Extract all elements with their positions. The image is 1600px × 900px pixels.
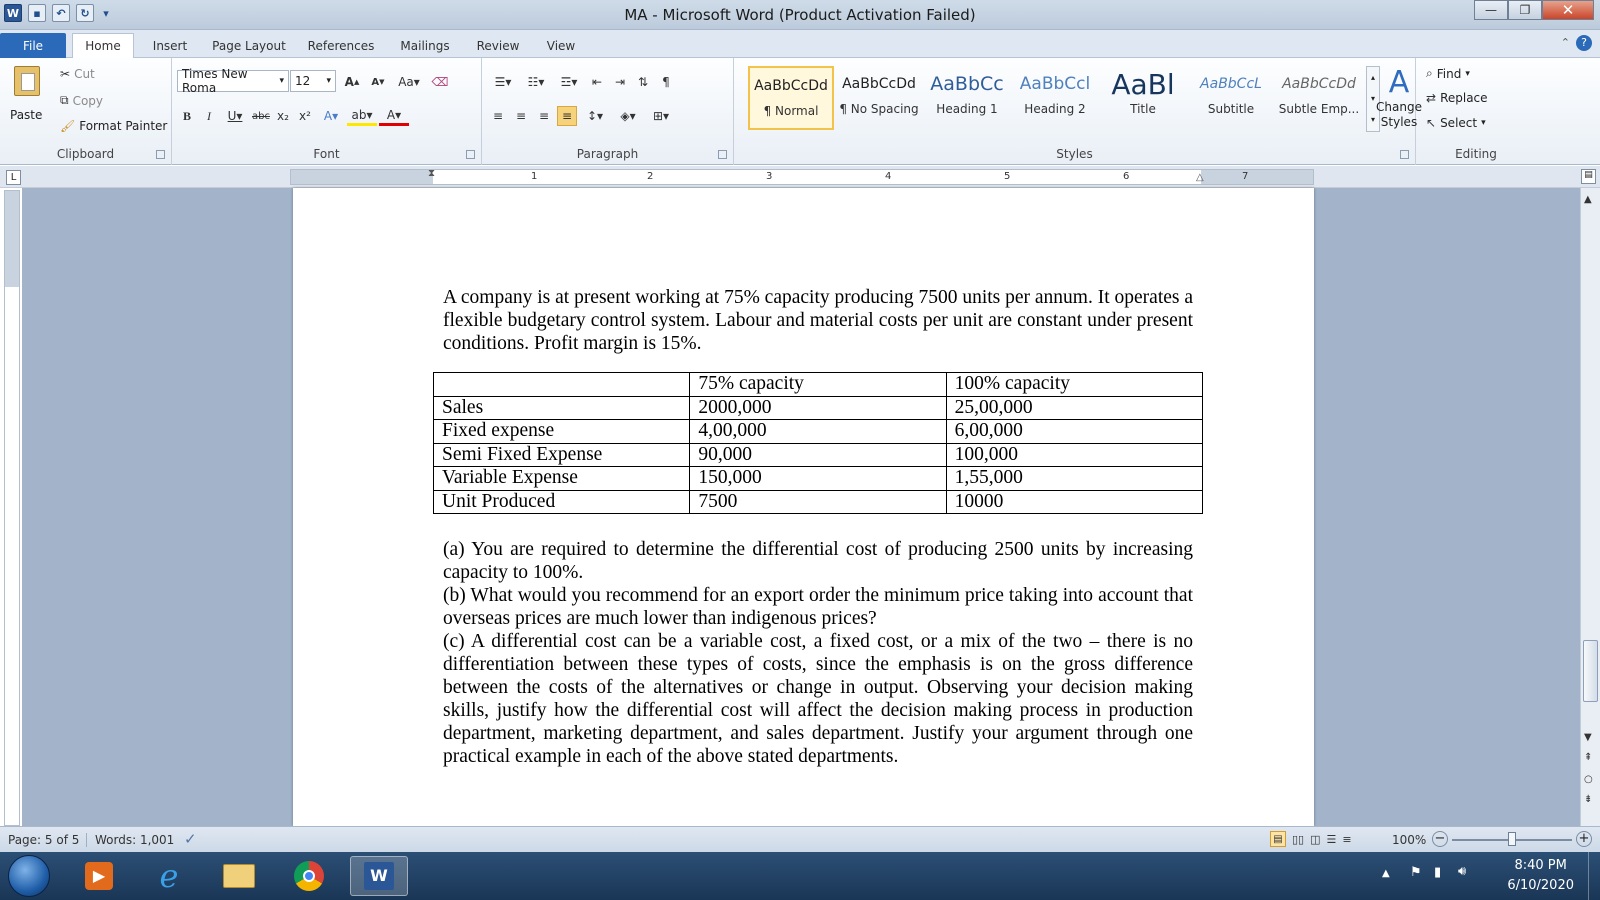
paragraph-group [482,58,734,165]
show-desktop-button[interactable] [1588,852,1600,900]
tab-selector-icon[interactable]: L [6,170,21,185]
tab-mailings[interactable]: Mailings [400,38,450,53]
question-b[interactable]: (b) What would you recommend for an export order the minimum price taking into account that overseas prices are much lower than indigenous prices? [443,585,1193,629]
question-a[interactable]: (a) You are required to determine the differential cost of producing 2500 units by increasing capacity to 100%. [443,539,1193,583]
style-label: Heading 2 [1024,102,1086,116]
numbering-icon[interactable]: ☷▾ [527,75,545,89]
undo-icon[interactable]: ↶ [52,4,70,22]
clipboard-launcher-icon[interactable] [156,150,165,159]
table-cell[interactable]: Sales [434,396,690,420]
tab-home[interactable]: Home [72,33,134,58]
tab-view[interactable]: View [546,38,576,53]
grow-font-icon[interactable]: A ▲ [344,75,360,89]
style-subtitle[interactable] [1188,66,1274,130]
start-button-icon[interactable] [8,855,50,897]
scissors-icon: ✂ [60,67,71,81]
replace-icon: ⇄ [1426,91,1437,105]
tab-references[interactable]: References [307,38,375,53]
cut-button[interactable] [60,67,95,81]
brush-icon: 🖌 [60,119,76,133]
style-label: ¶ Normal [763,104,819,118]
paste-icon [14,66,40,96]
chevron-down-icon: ▾ [326,76,331,86]
increase-indent-icon[interactable]: ⇥ [614,75,626,89]
title-bar [0,0,1600,30]
show-hidden-icons[interactable]: ▲ [1382,868,1390,879]
zoom-slider-handle[interactable] [1508,832,1516,846]
vertical-scrollbar[interactable] [1580,188,1600,826]
scroll-down-icon[interactable]: ▼ [1584,732,1592,743]
zoom-in-icon[interactable]: + [1576,831,1592,847]
table-cell[interactable]: 7500 [690,490,946,514]
line-spacing-icon[interactable]: ↕▾ [586,109,604,123]
styles-launcher-icon[interactable] [1400,150,1409,159]
table-row [434,420,1203,444]
table-cell[interactable]: Variable Expense [434,467,690,491]
ribbon [0,58,1600,165]
word-app-icon[interactable]: W [4,4,22,22]
table-cell[interactable]: Semi Fixed Expense [434,443,690,467]
ruler-number: 4 [885,171,892,182]
clear-formatting-icon[interactable]: ⌫ [431,75,449,89]
table-cell[interactable] [434,373,690,397]
ruler-number: 1 [531,171,538,182]
format-painter-button[interactable] [60,119,167,133]
minimize-button[interactable]: — [1474,0,1508,20]
bullets-icon[interactable]: ☰▾ [494,75,512,89]
table-cell[interactable]: 100% capacity [946,373,1202,397]
next-page-icon[interactable]: ⇟ [1584,794,1593,805]
page-indicator[interactable]: Page: 5 of 5 [8,833,80,847]
font-group-label: Font [313,147,340,161]
pilcrow-icon[interactable]: ¶ [662,75,670,89]
style-preview: AaBl [1111,67,1175,101]
style-label: Subtitle [1207,102,1255,116]
redo-icon[interactable]: ↻ [76,4,94,22]
replace-button[interactable] [1426,91,1488,105]
ruler-number: 7 [1242,171,1249,182]
style-label: Title [1130,102,1156,116]
horizontal-ruler[interactable] [290,169,1314,185]
style-preview: AaBbCcl [1019,74,1091,94]
ruler-number: 2 [647,171,654,182]
close-button[interactable]: ✕ [1542,0,1594,20]
window-controls [1474,0,1594,20]
table-cell[interactable]: Unit Produced [434,490,690,514]
text-effects-icon[interactable]: A▾ [323,109,339,123]
table-cell[interactable]: 2000,000 [690,396,946,420]
table-cell[interactable]: 100,000 [946,443,1202,467]
font-group [172,58,482,165]
ruler-number: 3 [766,171,773,182]
cut-label: Cut [74,67,95,81]
intro-paragraph[interactable]: A company is at present working at 75% capacity producing 7500 units per annum. It operates a flexible budgetary control system. Labour and material costs per unit are constant under present conditions. Profit margin is 15%. [443,287,1194,354]
document-workspace [22,188,1580,826]
style-preview: AaBbCcDd [754,78,828,94]
media-player-icon[interactable]: ▶ [70,856,128,896]
web-layout-icon[interactable]: ◫ [1310,832,1321,846]
style-no-spacing[interactable] [836,66,922,130]
chrome-icon[interactable] [280,856,338,896]
tab-review[interactable]: Review [476,38,520,53]
volume-icon[interactable]: 🔊︎ [1458,864,1467,879]
table-cell[interactable]: 150,000 [690,467,946,491]
style-preview: AaBbCc [930,73,1004,95]
paste-button[interactable] [10,66,44,106]
right-indent-marker-icon[interactable]: △ [1196,172,1204,183]
borders-icon[interactable]: ⊞▾ [652,109,670,123]
editing-group-label: Editing [1455,147,1497,161]
cursor-icon: ↖ [1426,116,1437,130]
zoom-out-icon[interactable]: − [1432,831,1448,847]
clipboard-group-label: Clipboard [56,147,115,161]
network-icon[interactable]: ▮ [1434,865,1442,880]
table-cell[interactable]: 10000 [946,490,1202,514]
editing-group [1416,58,1536,165]
font-family-select[interactable] [177,67,289,95]
styles-gallery-scroll[interactable]: ▴ ▾ ▾ [1366,66,1380,132]
table-row [434,467,1203,491]
data-table[interactable] [433,372,1203,514]
styles-group [734,58,1422,165]
find-button[interactable]: ⌕ Find ▾ [1426,66,1470,81]
find-label: Find [1436,66,1462,81]
style-heading-1[interactable] [924,66,1010,130]
multilevel-list-icon[interactable]: ☲▾ [560,75,578,89]
save-icon[interactable]: ▪ [28,4,46,22]
table-cell[interactable]: Fixed expense [434,420,690,444]
font-family-value: Times New Roma [182,67,248,95]
align-right-icon[interactable]: ≡ [538,109,550,123]
style-preview: AaBbCcDd [1282,76,1356,92]
document-page[interactable] [293,188,1314,826]
window-title: MA - Microsoft Word (Product Activation Failed) [624,6,976,24]
paragraph-launcher-icon[interactable] [718,150,727,159]
font-size-value: 12 [295,74,311,88]
document-body[interactable] [443,286,1193,768]
ruler-number: 6 [1123,171,1130,182]
replace-label: Replace [1440,91,1488,105]
change-case-icon[interactable]: Aa▾ [398,75,420,89]
previous-page-icon[interactable]: ⇞ [1584,752,1593,763]
select-button[interactable]: ↖ Select ▾ [1426,116,1486,130]
file-explorer-icon[interactable] [210,856,268,896]
maximize-button[interactable]: ❐ [1508,0,1542,20]
align-center-icon[interactable]: ≡ [515,109,527,123]
style-subtle-emphasis[interactable] [1276,66,1362,130]
table-cell[interactable]: 90,000 [690,443,946,467]
internet-explorer-icon[interactable]: e [159,857,179,895]
sort-icon[interactable]: ⇅ [637,75,649,89]
change-styles-icon: A [1388,65,1410,100]
full-screen-reading-icon[interactable]: ▯▯ [1292,832,1305,846]
clock-time: 8:40 PM [1514,858,1567,873]
shrink-font-icon[interactable]: A ▼ [371,76,385,88]
scroll-thumb[interactable] [1583,640,1598,702]
status-bar [0,826,1600,852]
bold-icon[interactable]: B [182,108,191,123]
action-center-icon[interactable]: ⚑ [1410,865,1422,880]
highlight-icon[interactable]: ab▾ [347,106,377,126]
change-styles-button[interactable] [1376,65,1422,130]
question-c[interactable]: (c) A differential cost can be a variable cost, a fixed cost, or a mix of the two – there is no differentiation between these types of costs, since the emphasis is on the gross difference between the costs of the alternatives or change in output. Observing your decision making skills, justify how the differential cost will affect the decision making process in production department, marketing department, and sales department. Justify your argument through one practical example in each of the above stated departments. [443,631,1193,767]
word-taskbar-icon[interactable]: W [350,856,408,896]
tab-file[interactable]: File [0,33,66,58]
table-cell[interactable]: 75% capacity [690,373,946,397]
style-preview: AaBbCcDd [842,76,916,92]
font-color-icon[interactable]: A▾ [379,106,409,126]
tab-page-layout[interactable]: Page Layout [212,38,286,53]
proofing-icon[interactable]: ✓ [184,830,197,848]
table-cell[interactable]: 6,00,000 [946,420,1202,444]
paste-label[interactable]: Paste [10,108,43,122]
left-margin-area [291,168,436,184]
table-row [434,443,1203,467]
superscript-icon[interactable]: x² [299,109,311,123]
paragraph-group-label: Paragraph [576,147,639,161]
browse-object-icon[interactable]: ○ [1584,774,1593,785]
taskbar [0,852,1600,900]
strikethrough-icon[interactable]: abc [252,110,270,122]
ruler-bar [0,166,1600,188]
table-header-row [434,373,1203,397]
table-cell[interactable]: 25,00,000 [946,396,1202,420]
table-row [434,490,1203,514]
table-cell[interactable]: 4,00,000 [690,420,946,444]
view-buttons [1270,831,1352,847]
styles-group-label: Styles [1056,147,1093,161]
table-cell[interactable]: 1,55,000 [946,467,1202,491]
chevron-down-icon: ▾ [279,76,284,86]
vertical-ruler[interactable] [4,190,20,826]
style-label: ¶ No Spacing [839,102,919,116]
view-ruler-icon[interactable]: ▤ [1581,169,1596,184]
subscript-icon[interactable]: x₂ [277,109,289,123]
style-label: Heading 1 [936,102,998,116]
change-styles-label: Change Styles [1376,100,1422,129]
decrease-indent-icon[interactable]: ⇤ [591,75,603,89]
help-icon[interactable]: ? [1576,35,1592,51]
clipboard-group [0,58,172,165]
select-label: Select [1440,116,1478,130]
format-painter-label: Format Painter [79,119,168,133]
underline-icon[interactable]: U▾ [227,109,243,123]
print-layout-view-icon[interactable]: ▤ [1270,831,1286,847]
draft-view-icon[interactable]: ≡ [1342,832,1352,846]
shading-icon[interactable]: ◈▾ [620,109,636,123]
word-count[interactable]: Words: 1,001 [86,833,174,847]
table-row [434,396,1203,420]
minimize-ribbon-icon[interactable]: ⌃ [1560,36,1570,49]
indent-marker-icon[interactable]: ⧗ [428,168,436,179]
copy-icon: ⧉ [60,93,69,107]
system-clock[interactable] [1507,856,1574,896]
right-margin-area [1201,170,1313,184]
copy-label: Copy [72,93,104,108]
ruler-number: 5 [1004,171,1011,182]
zoom-level[interactable]: 100% [1392,833,1427,847]
binoculars-icon: ⌕ [1426,66,1433,80]
style-label: Subtle Emp... [1278,102,1360,116]
customize-qat-icon[interactable]: ▾ [103,6,109,20]
font-launcher-icon[interactable] [466,150,475,159]
ribbon-tabs [0,30,1600,58]
style-preview: AaBbCcL [1200,76,1262,92]
style-title[interactable] [1100,66,1186,130]
outline-view-icon[interactable]: ☰ [1326,832,1337,846]
questions-block [443,538,1193,768]
scroll-up-icon[interactable]: ▲ [1584,194,1592,205]
tab-insert[interactable]: Insert [152,38,188,53]
style-heading-2[interactable] [1012,66,1098,130]
italic-icon[interactable]: I [207,108,211,123]
justify-icon[interactable]: ≡ [557,106,577,126]
font-size-select[interactable] [290,70,336,92]
align-left-icon[interactable]: ≡ [492,109,504,123]
clock-date: 6/10/2020 [1507,878,1574,893]
copy-button[interactable] [60,93,103,108]
style-normal[interactable] [748,66,834,130]
